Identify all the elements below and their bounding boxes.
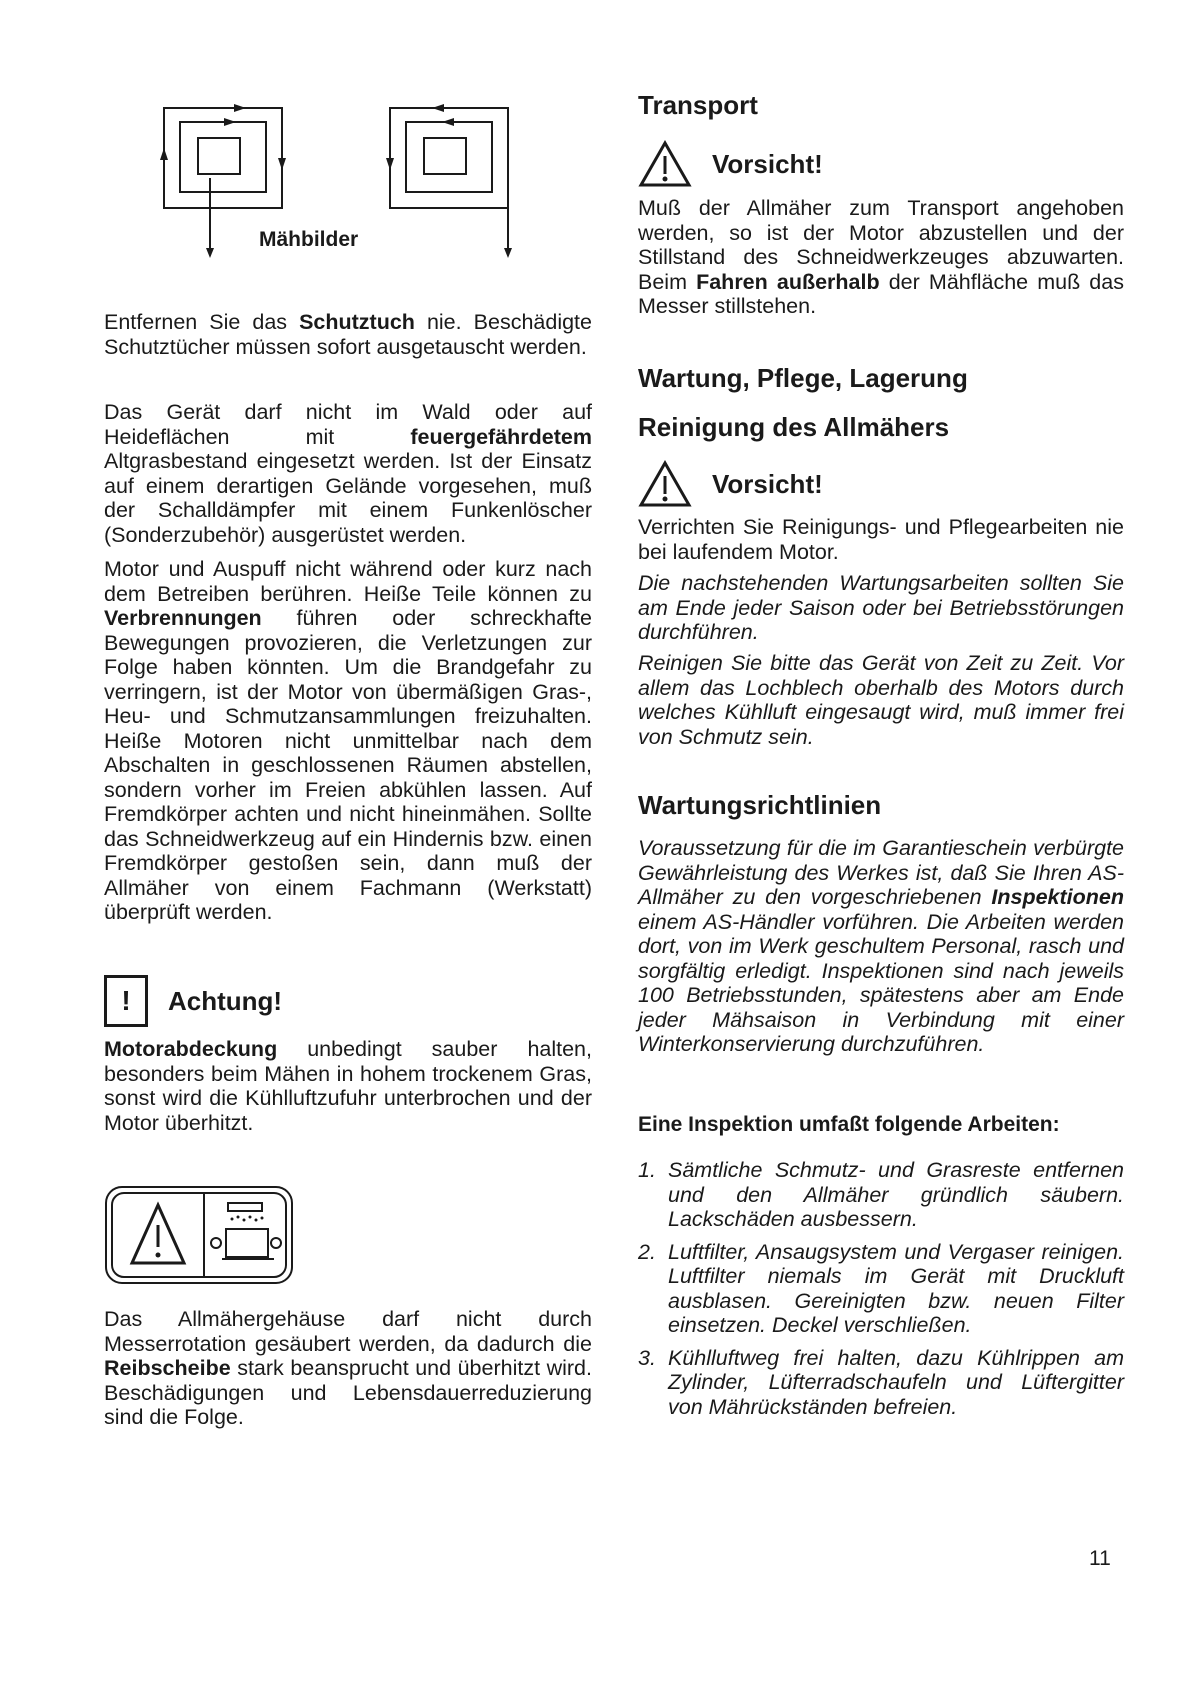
list-item-number: 2.	[638, 1239, 656, 1264]
inspektion-heading: Eine Inspektion umfaßt folgende Arbeiten:	[638, 1113, 1060, 1136]
paragraph-lochblech: Reinigen Sie bitte das Gerät von Zeit zu Zeit. Vor allem das Lochblech oberhalb des Motors durch welches Kühlluft eingesaugt wird, muß immer frei von Schmutz sein.	[638, 651, 1124, 749]
list-item	[638, 1346, 1124, 1420]
warning-triangle-icon	[638, 140, 692, 188]
list-item-text: Kühlluftweg frei halten, dazu Kühlrippen am Zylinder, Lüfterradschaufeln und Lüftergitter von Mährückständen befreien.	[668, 1345, 1124, 1419]
vorsicht-header-2	[638, 460, 823, 508]
list-item-number: 3.	[638, 1345, 656, 1370]
list-item	[638, 1158, 1124, 1232]
blade-cleaning-warning-pictogram	[104, 1185, 294, 1285]
paragraph-saison: Die nachstehenden Wartungsarbeiten sollten Sie am Ende jeder Saison oder bei Betriebsstörungen durchführen.	[638, 571, 1124, 644]
paragraph-transport: Muß der Allmäher zum Transport angehoben werden, so ist der Motor abzustellen und der Stillstand des Schneidwerkzeuges abzuwarten. Beim Fahren außerhalb der Mähfläche muß das Messer stillstehen.	[638, 196, 1124, 318]
transport-heading: Transport	[638, 90, 758, 120]
vorsicht-label-2: Vorsicht!	[712, 468, 823, 499]
inspektion-list	[638, 1158, 1124, 1427]
vorsicht-header-1	[638, 140, 823, 188]
list-item-text: Luftfilter, Ansaugsystem und Vergaser reinigen. Luftfilter niemals im Gerät mit Druckluft ausblasen. Gereinigten bzw. neuen Filter einsetzen. Deckel verschließen.	[668, 1239, 1124, 1337]
page-number: 11	[1089, 1547, 1111, 1570]
warning-triangle-icon	[638, 460, 692, 508]
paragraph-richtlinien: Voraussetzung für die im Garantieschein verbürgte Gewährleistung des Werkes ist, daß Sie Ihren AS-Allmäher zu den vorgeschriebenen Inspektionen einem AS-Händler vorführen. Die Arbeiten werden dort, von im Werk geschultem Personal, rasch und sorgfältig erledigt. Inspektionen sind nach jeweils 100 Betriebsstunden, spätestens aber am Ende jeder Mähsaison in Verbindung mit einer Winterkonservierung durchzuführen.	[638, 836, 1124, 1056]
paragraph-wald: Das Gerät darf nicht im Wald oder auf Heideflächen mit feuergefährdetem Altgrasbestand eingesetzt werden. Ist der Einsatz auf einem derartigen Gelände vorgesehen, muß der Schalldämpfer mit einem Funkenlöscher (Sonderzubehör) ausgerüstet werden.	[104, 400, 592, 547]
attention-box-icon: !	[104, 975, 148, 1027]
wartung-heading: Wartung, Pflege, Lagerung	[638, 363, 968, 393]
list-item-number: 1.	[638, 1158, 656, 1182]
paragraph-gehaeuse: Das Allmähergehäuse darf nicht durch Messerrotation gesäubert werden, da dadurch die Reibscheibe stark beansprucht und überhitzt wird. Beschädigungen und Lebensdauerreduzierung sind die Folge.	[104, 1307, 592, 1429]
richtlinien-heading: Wartungsrichtlinien	[638, 790, 882, 820]
list-item-text: Sämtliche Schmutz- und Grasreste entfernen und den Allmäher gründlich säubern. Lackschäden ausbessern.	[668, 1158, 1124, 1231]
vorsicht-label-1: Vorsicht!	[712, 148, 823, 179]
achtung-header	[104, 975, 282, 1027]
paragraph-motor: Motor und Auspuff nicht während oder kurz nach dem Betreiben berühren. Heiße Teile können zu Verbrennungen führen oder schreckhafte Bewegungen provozieren, die Verletzungen zur Folge haben könnten. Um die Brandgefahr zu verringern, ist der Motor von übermäßigen Gras-, Heu- und Schmutzansammlungen freizuhalten. Heiße Motoren nicht unmittelbar nach dem Abschalten in geschlossenen Räumen abstellen, sondern vorher im Freien abkühlen lassen. Auf Fremdkörper achten und nicht hineinmähen. Sollte das Schneidwerkzeug auf ein Hindernis bzw. einen Fremdkörper gestoßen sein, dann muß der Allmäher von einem Fachmann (Werkstatt) überprüft werden.	[104, 557, 592, 924]
reinigung-heading: Reinigung des Allmähers	[638, 412, 950, 442]
mowing-caption: Mähbilder	[259, 228, 359, 251]
paragraph-motorabdeckung: Motorabdeckung unbedingt sauber halten, besonders beim Mähen in hohem trockenem Gras, sonst wird die Kühlluftzufuhr unterbrochen und der Motor überhitzt.	[104, 1037, 592, 1135]
achtung-title: Achtung!	[168, 985, 283, 1016]
paragraph-reinigung: Verrichten Sie Reinigungs- und Pflegearbeiten nie bei laufendem Motor.	[638, 515, 1124, 564]
list-item	[638, 1240, 1124, 1338]
paragraph-schutztuch: Entfernen Sie das Schutztuch nie. Beschädigte Schutztücher müssen sofort ausgetauscht werden.	[104, 310, 592, 359]
